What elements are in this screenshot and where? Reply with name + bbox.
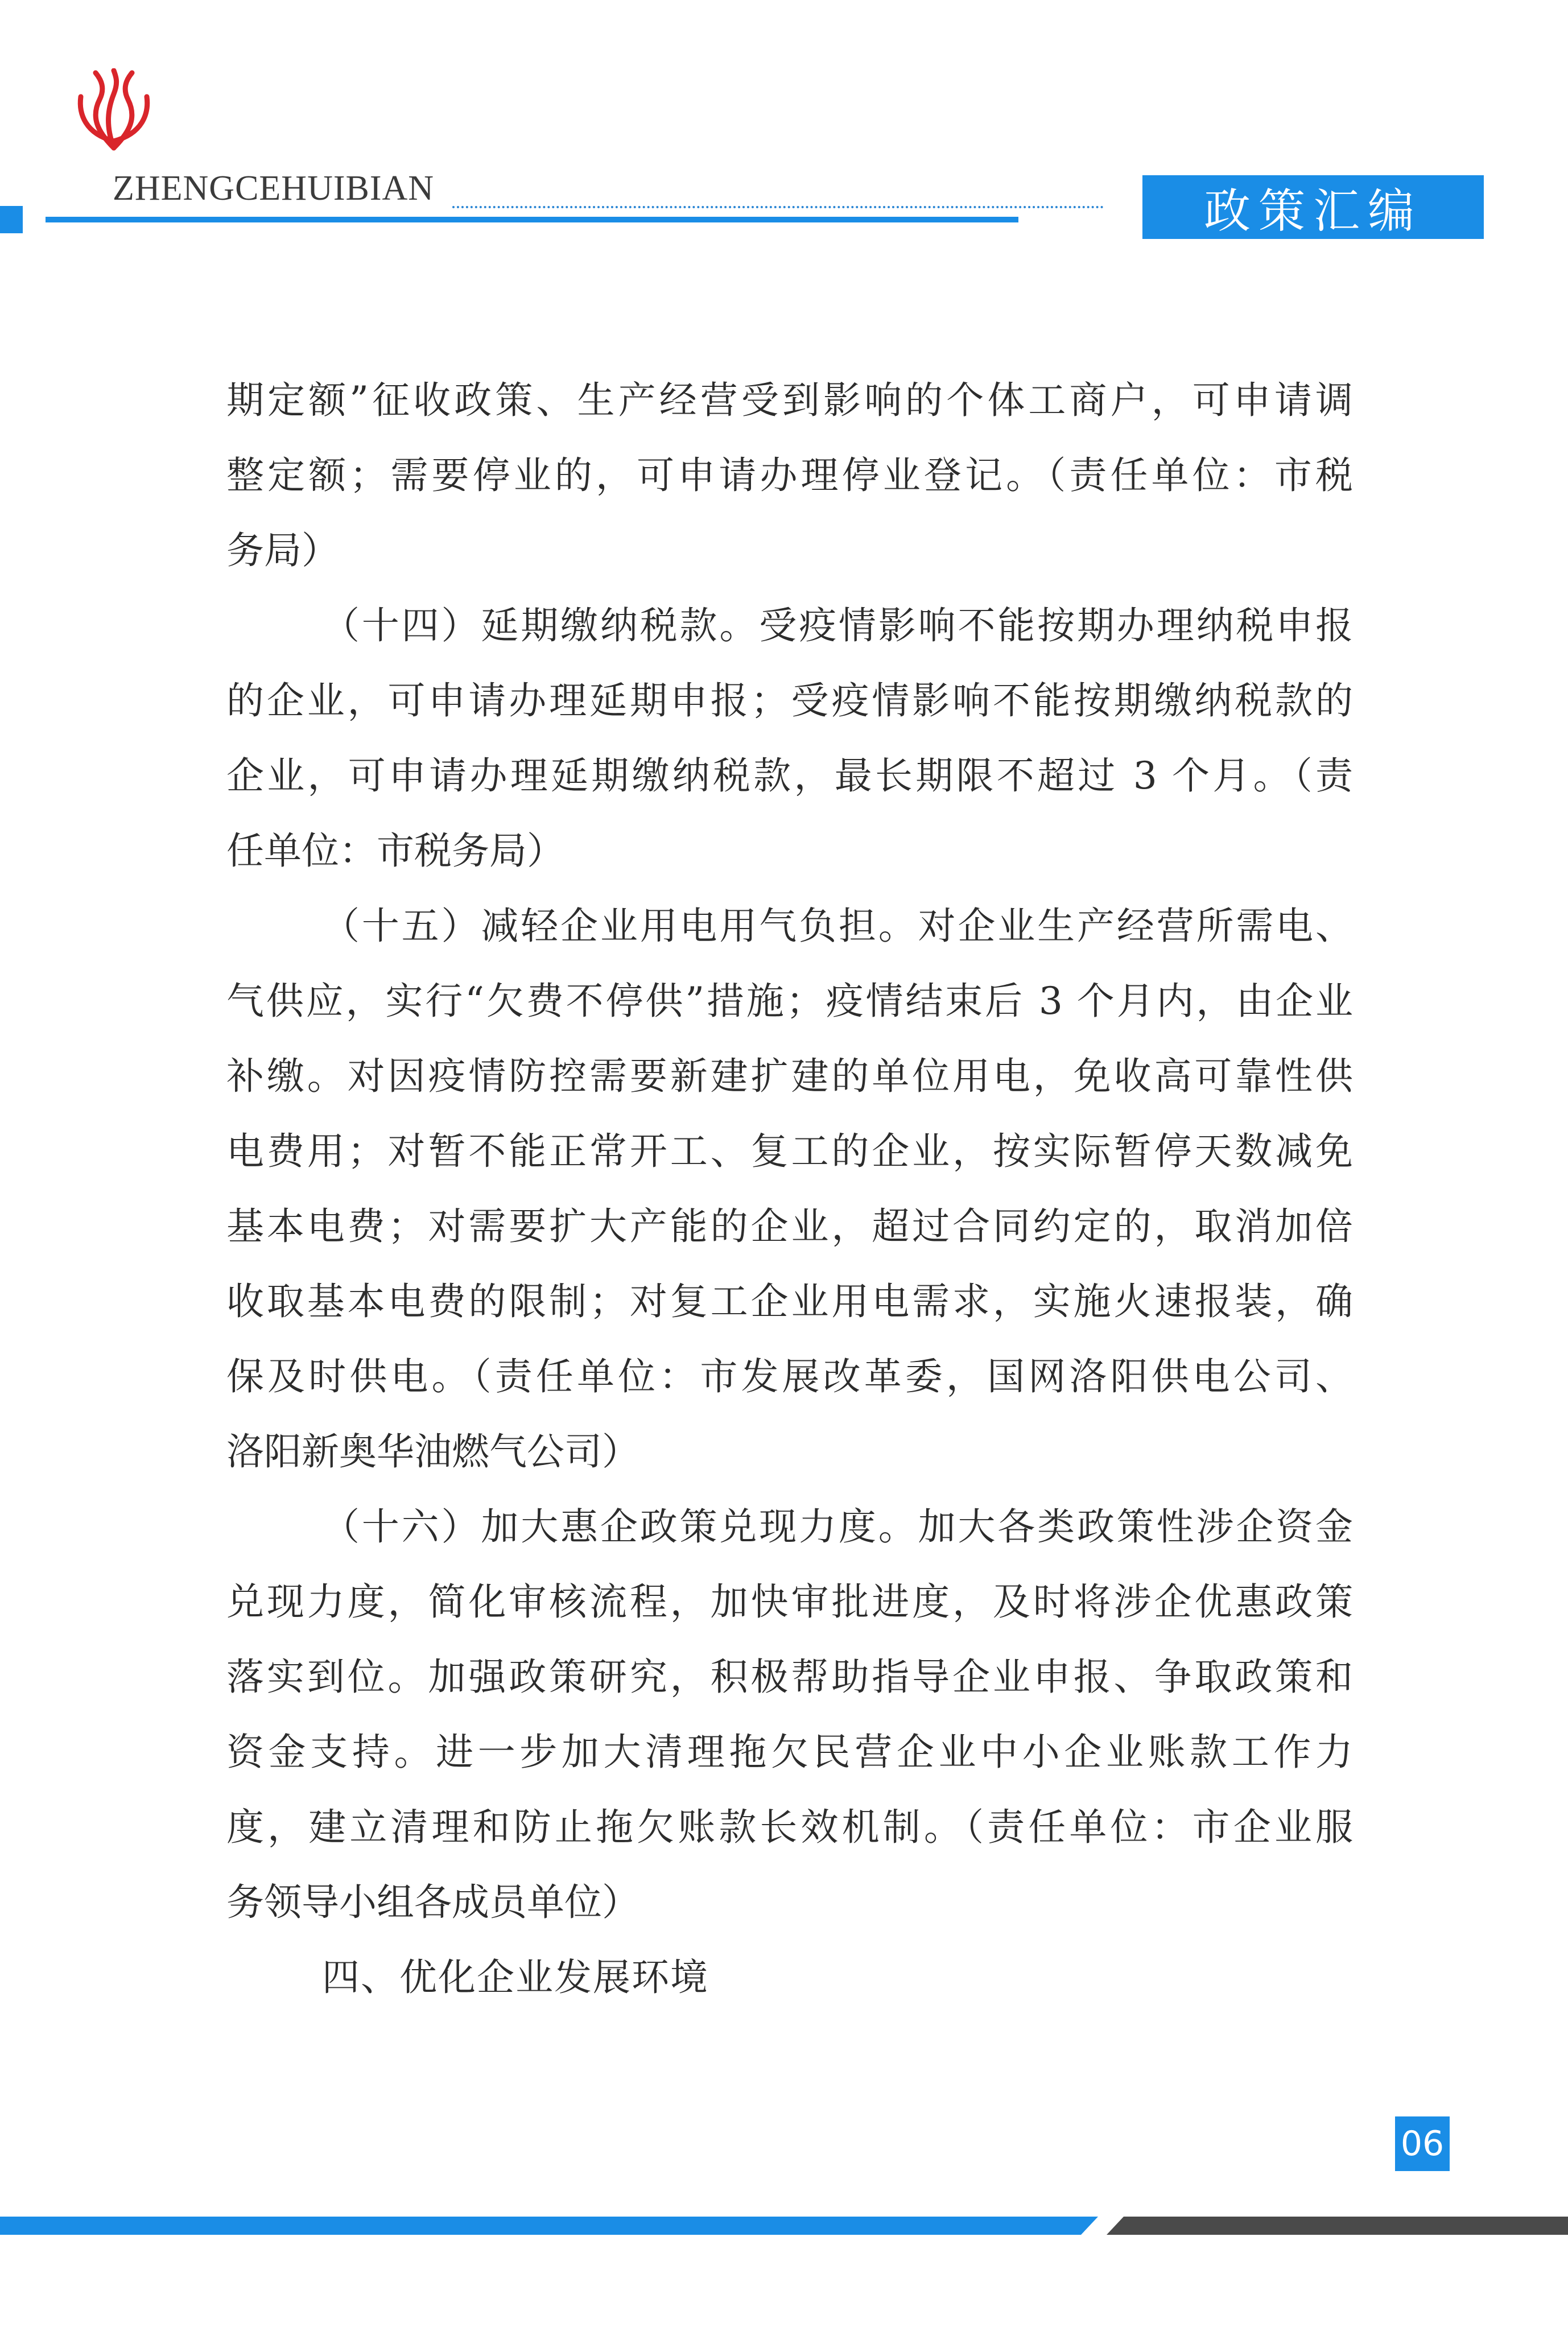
text-line: 务局） xyxy=(226,529,339,572)
text-line: 洛阳新奥华油燃气公司） xyxy=(226,1430,639,1474)
text-line: 收取基本电费的限制；对复工企业用电需求，实施火速报装，确 xyxy=(226,1280,1353,1323)
text-line: 资金支持。进一步加大清理拖欠民营企业中小企业账款工作力 xyxy=(226,1730,1353,1774)
paragraph-start-line: （十六）加大惠企政策兑现力度。加大各类政策性涉企资金 xyxy=(322,1505,1353,1549)
footer-stripes xyxy=(0,2212,1568,2242)
flame-logo-icon xyxy=(74,68,154,154)
paragraph-start-line: （十五）减轻企业用电用气负担。对企业生产经营所需电、 xyxy=(322,904,1353,948)
page-number: 06 xyxy=(1395,2116,1450,2171)
footer-gray-stripe xyxy=(1107,2217,1568,2235)
text-line: 电费用；对暂不能正常开工、复工的企业，按实际暂停天数减免 xyxy=(226,1129,1353,1173)
text-line: 补缴。对因疫情防控需要新建扩建的单位用电，免收高可靠性供 xyxy=(226,1054,1353,1098)
text-line: 落实到位。加强政策研究，积极帮助指导企业申报、争取政策和 xyxy=(226,1655,1353,1699)
paragraph-start-line: （十四）延期缴纳税款。受疫情影响不能按期办理纳税申报 xyxy=(322,604,1353,647)
footer-blue-stripe xyxy=(0,2217,1098,2235)
corner-accent-square xyxy=(0,206,23,233)
text-line: 期定额”征收政策、生产经营受到影响的个体工商户，可申请调 xyxy=(226,378,1353,422)
section-heading: 四、优化企业发展环境 xyxy=(322,1955,709,1999)
text-line: 兑现力度，简化审核流程，加快审批进度，及时将涉企优惠政策 xyxy=(226,1580,1353,1624)
text-line: 务领导小组各成员单位） xyxy=(226,1880,639,1924)
text-line: 基本电费；对需要扩大产能的企业，超过合同约定的，取消加倍 xyxy=(226,1204,1353,1248)
document-body xyxy=(226,363,1353,2015)
text-line: 保及时供电。（责任单位：市发展改革委，国网洛阳供电公司、 xyxy=(226,1355,1353,1398)
text-line: 的企业，可申请办理延期申报；受疫情影响不能按期缴纳税款的 xyxy=(226,679,1353,723)
section-tab: 政策汇编 xyxy=(1142,175,1484,239)
text-line: 气供应，实行“欠费不停供”措施；疫情结束后 3 个月内，由企业 xyxy=(226,979,1353,1023)
header-dotted-rule xyxy=(452,206,1104,208)
text-line: 度，建立清理和防止拖欠账款长效机制。（责任单位：市企业服 xyxy=(226,1805,1353,1849)
text-line: 任单位：市税务局） xyxy=(226,829,564,873)
text-line: 整定额；需要停业的，可申请办理停业登记。（责任单位：市税 xyxy=(226,453,1353,497)
header-rule xyxy=(46,217,1018,222)
header-english-title: ZHENGCEHUIBIAN xyxy=(113,169,435,208)
text-line: 企业，可申请办理延期缴纳税款，最长期限不超过 3 个月。（责 xyxy=(226,754,1353,798)
